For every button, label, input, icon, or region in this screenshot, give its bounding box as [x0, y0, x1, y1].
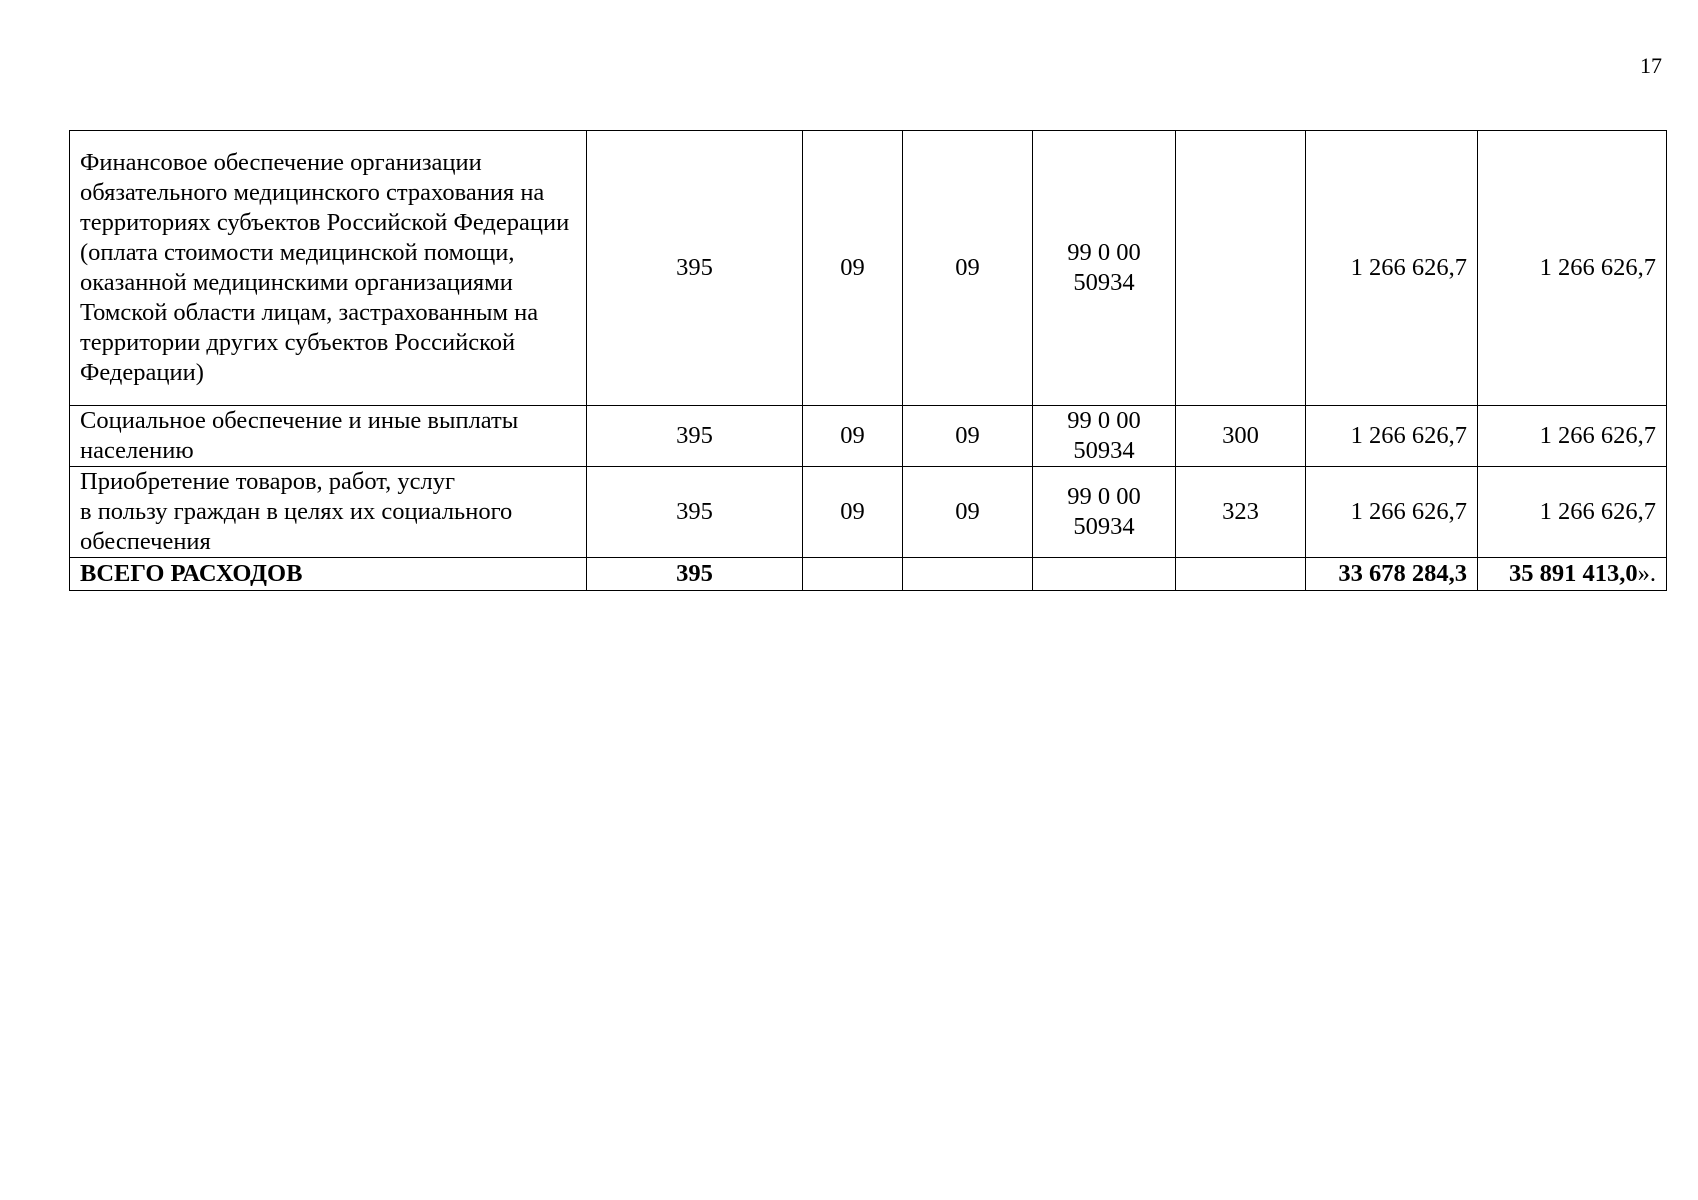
target-article-line1: 99 0 00 — [1067, 407, 1141, 434]
target-article-code — [1033, 467, 1176, 558]
empty-cell — [903, 558, 1033, 591]
empty-cell — [803, 558, 903, 591]
expense-type-code: 323 — [1176, 467, 1306, 558]
target-article-line2: 50934 — [1073, 437, 1135, 464]
amount-year1: 1 266 626,7 — [1306, 406, 1478, 467]
empty-cell — [1033, 558, 1176, 591]
expense-type-code — [1176, 131, 1306, 406]
target-article-line2: 50934 — [1073, 269, 1135, 296]
section-code: 09 — [803, 467, 903, 558]
table-row — [70, 131, 1667, 406]
target-article-code — [1033, 406, 1176, 467]
amount-year2: 1 266 626,7 — [1478, 406, 1667, 467]
total-amount-year2: 35 891 413,0 — [1509, 560, 1638, 587]
amount-year1: 1 266 626,7 — [1306, 131, 1478, 406]
amount-year2: 1 266 626,7 — [1478, 131, 1667, 406]
expense-name-line1: Приобретение товаров, работ, услуг — [80, 468, 456, 495]
section-code: 09 — [803, 406, 903, 467]
subsection-code: 09 — [903, 467, 1033, 558]
total-amount-year1: 33 678 284,3 — [1306, 558, 1478, 591]
expense-name: Социальное обеспечение и иные выплаты населению — [70, 406, 587, 467]
expense-name: Финансовое обеспечение организации обязательного медицинского страхования на территориях субъектов Российской Федерации (оплата стоимости медицинской помощи, оказанной медицинскими организациями Томской области лицам, застрахованным на территории других субъектов Российской Федерации) — [70, 131, 587, 406]
total-amount-year2-cell — [1478, 558, 1667, 591]
total-row — [70, 558, 1667, 591]
amount-year1: 1 266 626,7 — [1306, 467, 1478, 558]
table-row — [70, 406, 1667, 467]
subsection-code: 09 — [903, 406, 1033, 467]
amount-year2: 1 266 626,7 — [1478, 467, 1667, 558]
expense-type-code: 300 — [1176, 406, 1306, 467]
target-article-line2: 50934 — [1073, 513, 1135, 540]
expense-name-line2: в пользу граждан в целях их социального обеспечения — [80, 498, 513, 555]
budget-table — [69, 130, 1667, 591]
target-article-line1: 99 0 00 — [1067, 483, 1141, 510]
target-article-code — [1033, 131, 1176, 406]
empty-cell — [1176, 558, 1306, 591]
expense-name — [70, 467, 587, 558]
total-label: ВСЕГО РАСХОДОВ — [70, 558, 587, 591]
section-code: 09 — [803, 131, 903, 406]
subsection-code: 09 — [903, 131, 1033, 406]
total-ministry-code: 395 — [587, 558, 803, 591]
closing-quote: ». — [1637, 560, 1656, 587]
ministry-code: 395 — [587, 467, 803, 558]
ministry-code: 395 — [587, 131, 803, 406]
target-article-line1: 99 0 00 — [1067, 239, 1141, 266]
table-row — [70, 467, 1667, 558]
page-number: 17 — [1640, 53, 1662, 78]
ministry-code: 395 — [587, 406, 803, 467]
